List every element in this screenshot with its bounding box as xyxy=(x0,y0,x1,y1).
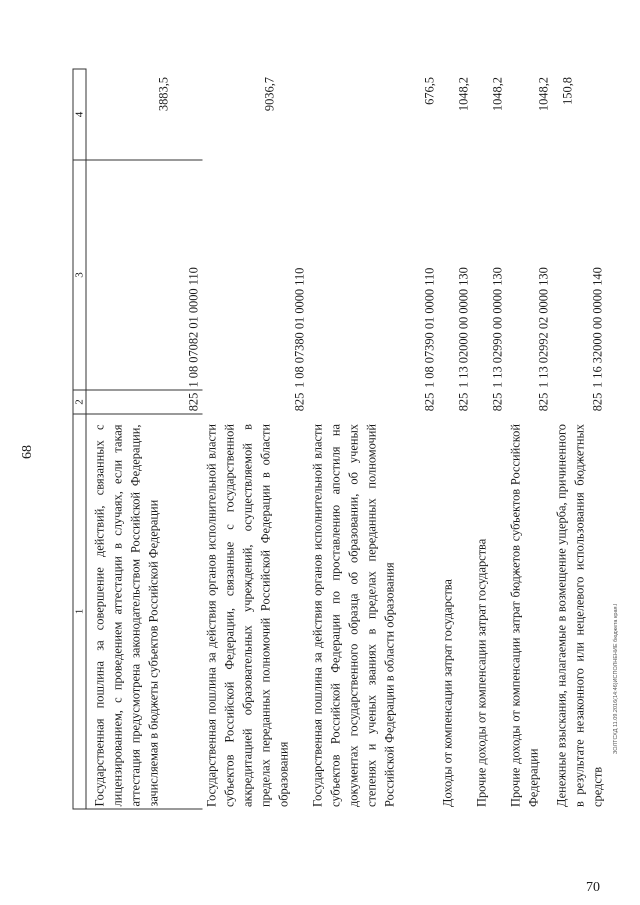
row-amount: 1048,2 xyxy=(490,77,505,112)
document-stamp: ЗОЛТСХД 11.09.2016(14:46)ИСПОЛНЕНИЕ бюджета края.l xyxy=(613,603,619,754)
header-col-4: 4 xyxy=(73,69,86,160)
row-admin-code: 825 xyxy=(456,392,471,412)
row-amount xyxy=(553,69,607,160)
rotated-table-page xyxy=(73,70,605,810)
header-col-2: 2 xyxy=(73,390,86,414)
row-amount xyxy=(86,69,203,160)
row-budget-code: 1 08 07380 01 0000 110 xyxy=(292,267,307,388)
row-description: Прочие доходы от компенсации затрат государства xyxy=(474,538,489,807)
row-admin-code: 825 xyxy=(86,390,203,414)
table-row xyxy=(473,69,507,809)
row-amount: 1048,2 xyxy=(536,77,551,112)
table-row xyxy=(86,69,203,809)
page-number-bottom: 70 xyxy=(586,880,600,895)
row-admin-code: 825 xyxy=(292,392,307,412)
row-description: Государственная пошлина за действия органов исполнительной власти субъектов Российской Федерации, связанные с государственной аккредитацией образовательных учреждений, осуществляемой в пределах переданных полномочий Российской Федерации в области образования xyxy=(204,424,291,807)
row-description: Прочие доходы от компенсации затрат бюджетов субъектов Российской Федерации xyxy=(508,424,541,807)
row-description: Доходы от компенсации затрат государства xyxy=(440,579,455,807)
header-col-1: 1 xyxy=(73,414,86,809)
header-col-3: 3 xyxy=(73,160,86,390)
page-number-top: 68 xyxy=(20,445,35,459)
row-budget-code: 1 08 07082 01 0000 110 xyxy=(86,160,203,390)
row-admin-code: 825 xyxy=(536,392,551,412)
row-budget-code: 1 13 02992 02 0000 130 xyxy=(536,267,551,388)
row-amount xyxy=(203,69,309,160)
row-description: Государственная пошлина за совершение действий, связанных с лицензированием, с проведением аттестации в случаях, если такая аттестация предусмотрена законодательством Российской Федерации, зачисляемая в бюджеты субъектов Российской Федерации xyxy=(86,414,203,809)
row-description: Денежные взыскания, налагаемые в возмещение ущерба, причиненного в результате незаконного или нецелевого использования бюджетных средств xyxy=(554,424,605,807)
table-header-row xyxy=(73,69,86,809)
row-amount: 676,5 xyxy=(422,77,437,105)
table-row xyxy=(439,69,473,809)
row-amount-text: 150,8 xyxy=(560,77,575,105)
row-budget-code: 1 08 07390 01 0000 110 xyxy=(422,267,437,388)
row-admin-code: 825 xyxy=(590,392,605,412)
row-budget-code: 1 16 32000 00 0000 140 xyxy=(590,267,605,388)
row-amount-text: 3883,5 xyxy=(156,77,171,112)
table-row xyxy=(309,69,439,809)
table-row xyxy=(203,69,309,809)
row-admin-code: 825 xyxy=(422,392,437,412)
row-amount-text: 9036,7 xyxy=(262,77,277,112)
row-budget-code: 1 13 02000 00 0000 130 xyxy=(456,267,471,388)
row-description: Государственная пошлина за действия органов исполнительной власти субъектов Российской Федерации по проставлению апостиля на документах государственного образца об образовании, об ученых степенях и ученых званиях в пределах переданных полномочий Российской Федерации в области образования xyxy=(310,424,397,807)
table-row xyxy=(553,69,607,809)
row-budget-code: 1 13 02990 00 0000 130 xyxy=(490,267,505,388)
table-row xyxy=(507,69,553,809)
row-admin-code: 825 xyxy=(490,392,505,412)
row-amount: 1048,2 xyxy=(456,77,471,112)
budget-revenue-table xyxy=(73,69,607,810)
